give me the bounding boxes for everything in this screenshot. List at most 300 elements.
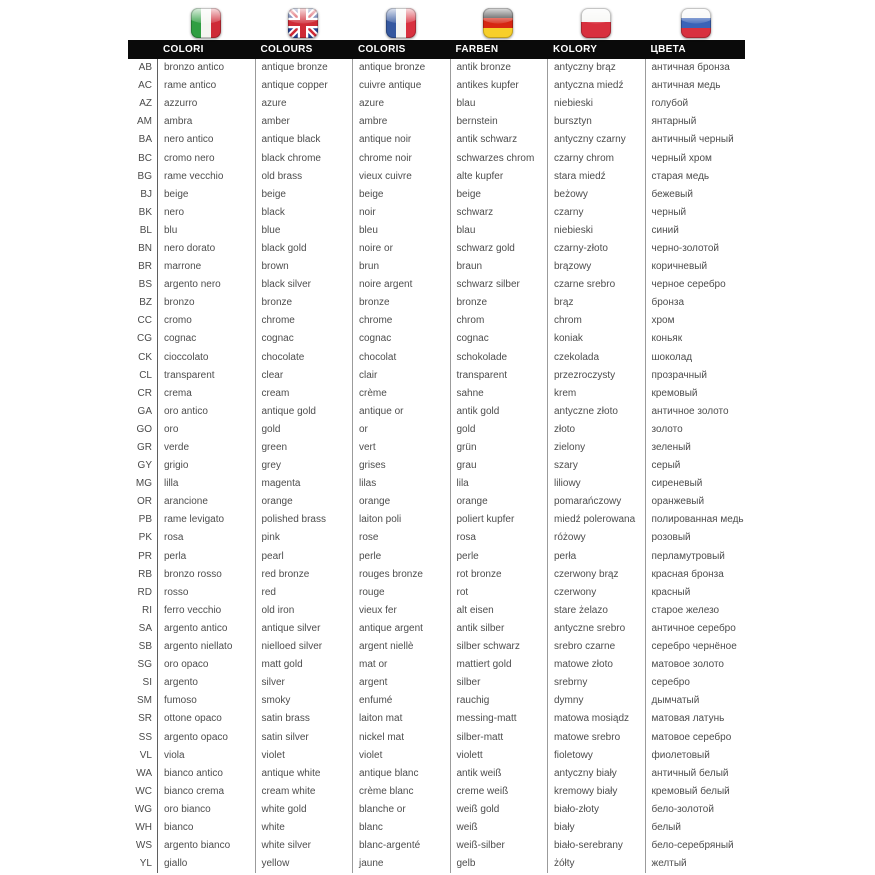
cell-polish: antyczny czarny	[547, 131, 645, 149]
cell-polish: kremowy biały	[547, 783, 645, 801]
cell-italian: argento nero	[157, 276, 255, 294]
cell-french: mat or	[352, 656, 450, 674]
cell-english: pink	[255, 529, 353, 547]
table-row	[128, 149, 745, 167]
row-code: BA	[138, 134, 152, 146]
cell-french: crème blanc	[352, 783, 450, 801]
cell-french: blanc-argenté	[352, 837, 450, 855]
table-row	[128, 710, 745, 728]
cell-italian: cromo nero	[157, 149, 255, 167]
cell-french: antique noir	[352, 131, 450, 149]
table-row	[128, 493, 745, 511]
row-code: CK	[138, 351, 152, 363]
row-code: SB	[138, 641, 152, 653]
row-code: WC	[135, 785, 152, 797]
cell-russian: прозрачный	[645, 367, 747, 385]
cell-french: bleu	[352, 222, 450, 240]
cell-italian: argento antico	[157, 620, 255, 638]
table-row	[128, 837, 745, 855]
cell-french: laiton mat	[352, 710, 450, 728]
cell-polish: czerwony	[547, 584, 645, 602]
cell-italian: giallo	[157, 855, 255, 873]
cell-german: antik silber	[450, 620, 548, 638]
cell-german: silber	[450, 674, 548, 692]
cell-russian: черное серебро	[645, 276, 747, 294]
flags-row	[128, 0, 745, 40]
cell-english: black gold	[255, 240, 353, 258]
table-body	[128, 59, 745, 873]
cell-english: beige	[255, 186, 353, 204]
table-row	[128, 728, 745, 746]
table-row	[128, 204, 745, 222]
cell-russian: голубой	[645, 95, 747, 113]
cell-english: blue	[255, 222, 353, 240]
flag-italy-icon	[157, 0, 255, 38]
header-colours: COLOURS	[260, 44, 313, 55]
cell-english: old brass	[255, 168, 353, 186]
cell-russian: старое железо	[645, 602, 747, 620]
cell-english: antique silver	[255, 620, 353, 638]
table-row	[128, 276, 745, 294]
cell-french: chrome	[352, 312, 450, 330]
table-row	[128, 801, 745, 819]
flag-united-kingdom-icon	[255, 0, 353, 38]
table-row	[128, 95, 745, 113]
cell-polish: antyczny brąz	[547, 59, 645, 77]
row-code: SG	[137, 659, 152, 671]
header-coloris: COLORIS	[358, 44, 406, 55]
cell-italian: grigio	[157, 457, 255, 475]
cell-german: blau	[450, 95, 548, 113]
cell-italian: argento opaco	[157, 728, 255, 746]
cell-russian: желтый	[645, 855, 747, 873]
cell-english: chrome	[255, 312, 353, 330]
cell-french: orange	[352, 493, 450, 511]
cell-polish: matowa mosiądz	[547, 710, 645, 728]
cell-german: gelb	[450, 855, 548, 873]
cell-italian: bronzo antico	[157, 59, 255, 77]
row-code: GY	[137, 460, 152, 472]
cell-polish: niebieski	[547, 95, 645, 113]
header-kolory: KOLORY	[553, 44, 598, 55]
table-row	[128, 584, 745, 602]
cell-french: vieux cuivre	[352, 168, 450, 186]
cell-italian: argento bianco	[157, 837, 255, 855]
cell-italian: blu	[157, 222, 255, 240]
cell-polish: pomarańczowy	[547, 493, 645, 511]
cell-french: laiton poli	[352, 511, 450, 529]
cell-german: grün	[450, 439, 548, 457]
cell-russian: черный хром	[645, 149, 747, 167]
cell-german: schwarz gold	[450, 240, 548, 258]
cell-russian: оранжевый	[645, 493, 747, 511]
cell-italian: oro antico	[157, 403, 255, 421]
cell-polish: miedź polerowana	[547, 511, 645, 529]
row-code: SR	[138, 713, 152, 725]
table-row	[128, 186, 745, 204]
cell-german: weiß	[450, 819, 548, 837]
cell-german: braun	[450, 258, 548, 276]
row-code: SI	[142, 677, 152, 689]
header-cveta: ЦВЕТА	[650, 44, 686, 55]
cell-russian: золото	[645, 421, 747, 439]
cell-russian: полированная медь	[645, 511, 747, 529]
cell-italian: nero	[157, 204, 255, 222]
cell-russian: матовая латунь	[645, 710, 747, 728]
row-code: BJ	[140, 188, 152, 200]
cell-english: satin brass	[255, 710, 353, 728]
cell-italian: bronzo	[157, 294, 255, 312]
row-code: GO	[136, 423, 152, 435]
row-code: AC	[138, 80, 152, 92]
cell-russian: шоколад	[645, 349, 747, 367]
cell-french: lilas	[352, 475, 450, 493]
cell-russian: бело-золотой	[645, 801, 747, 819]
cell-polish: krem	[547, 385, 645, 403]
row-code: PR	[138, 550, 152, 562]
cell-russian: хром	[645, 312, 747, 330]
cell-russian: серебро чернёное	[645, 638, 747, 656]
cell-french: or	[352, 421, 450, 439]
row-code: BK	[138, 206, 152, 218]
cell-russian: розовый	[645, 529, 747, 547]
cell-french: beige	[352, 186, 450, 204]
cell-russian: перламутровый	[645, 548, 747, 566]
table-row	[128, 222, 745, 240]
row-code: PK	[138, 532, 152, 544]
cell-italian: argento	[157, 674, 255, 692]
table-row	[128, 765, 745, 783]
row-code: SA	[138, 622, 152, 634]
cell-polish: perła	[547, 548, 645, 566]
cell-french: noir	[352, 204, 450, 222]
cell-german: blau	[450, 222, 548, 240]
cell-polish: stara miedź	[547, 168, 645, 186]
row-code: BL	[139, 224, 152, 236]
row-code: WG	[134, 803, 152, 815]
cell-german: antik schwarz	[450, 131, 548, 149]
header-colori: COLORI	[163, 44, 204, 55]
table-row	[128, 529, 745, 547]
cell-german: rot bronze	[450, 566, 548, 584]
cell-russian: коньяк	[645, 330, 747, 348]
table-row	[128, 403, 745, 421]
cell-french: argent niellè	[352, 638, 450, 656]
row-code: VL	[139, 749, 152, 761]
cell-english: matt gold	[255, 656, 353, 674]
cell-italian: lilla	[157, 475, 255, 493]
cell-french: enfumé	[352, 692, 450, 710]
cell-russian: матовое золото	[645, 656, 747, 674]
cell-polish: antyczne złoto	[547, 403, 645, 421]
row-code: RI	[142, 604, 152, 616]
cell-polish: chrom	[547, 312, 645, 330]
row-code: CL	[139, 369, 152, 381]
cell-french: grises	[352, 457, 450, 475]
cell-french: chocolat	[352, 349, 450, 367]
row-code: GR	[137, 442, 152, 454]
cell-polish: stare żelazo	[547, 602, 645, 620]
cell-italian: bianco	[157, 819, 255, 837]
cell-english: antique copper	[255, 77, 353, 95]
cell-italian: nero dorato	[157, 240, 255, 258]
cell-french: rose	[352, 529, 450, 547]
cell-italian: cromo	[157, 312, 255, 330]
cell-german: gold	[450, 421, 548, 439]
cell-polish: biało-złoty	[547, 801, 645, 819]
cell-polish: matowe złoto	[547, 656, 645, 674]
flag-poland-icon	[547, 0, 645, 38]
table-row	[128, 674, 745, 692]
table-row	[128, 367, 745, 385]
cell-polish: liliowy	[547, 475, 645, 493]
cell-english: white gold	[255, 801, 353, 819]
cell-english: bronze	[255, 294, 353, 312]
cell-italian: nero antico	[157, 131, 255, 149]
cell-french: nickel mat	[352, 728, 450, 746]
cell-german: lila	[450, 475, 548, 493]
table-row	[128, 59, 745, 77]
cell-french: violet	[352, 747, 450, 765]
cell-italian: bronzo rosso	[157, 566, 255, 584]
cell-italian: bianco antico	[157, 765, 255, 783]
table-header	[128, 40, 745, 59]
cell-polish: fioletowy	[547, 747, 645, 765]
table-row	[128, 131, 745, 149]
cell-polish: brązowy	[547, 258, 645, 276]
cell-french: chrome noir	[352, 149, 450, 167]
row-code: GA	[137, 405, 152, 417]
cell-german: violett	[450, 747, 548, 765]
cell-italian: ottone opaco	[157, 710, 255, 728]
table-row	[128, 620, 745, 638]
cell-italian: rame antico	[157, 77, 255, 95]
cell-english: chocolate	[255, 349, 353, 367]
table-row	[128, 511, 745, 529]
cell-german: alte kupfer	[450, 168, 548, 186]
cell-german: rauchig	[450, 692, 548, 710]
cell-polish: srebrny	[547, 674, 645, 692]
cell-italian: oro	[157, 421, 255, 439]
cell-russian: красная бронза	[645, 566, 747, 584]
cell-italian: argento niellato	[157, 638, 255, 656]
cell-german: antik weiß	[450, 765, 548, 783]
cell-german: weiß gold	[450, 801, 548, 819]
cell-english: pearl	[255, 548, 353, 566]
cell-french: argent	[352, 674, 450, 692]
cell-russian: бежевый	[645, 186, 747, 204]
table-row	[128, 113, 745, 131]
table-row	[128, 312, 745, 330]
row-code: PB	[138, 514, 152, 526]
cell-french: antique blanc	[352, 765, 450, 783]
cell-polish: zielony	[547, 439, 645, 457]
cell-french: clair	[352, 367, 450, 385]
table-row	[128, 855, 745, 873]
cell-russian: серебро	[645, 674, 747, 692]
row-code: BN	[138, 242, 152, 254]
table-row	[128, 258, 745, 276]
cell-english: red	[255, 584, 353, 602]
cell-german: transparent	[450, 367, 548, 385]
cell-russian: синий	[645, 222, 747, 240]
cell-russian: бело-серебряный	[645, 837, 747, 855]
table-row	[128, 439, 745, 457]
row-code: SS	[138, 731, 152, 743]
cell-italian: ambra	[157, 113, 255, 131]
row-code: AM	[137, 116, 152, 128]
cell-german: schwarz	[450, 204, 548, 222]
cell-english: silver	[255, 674, 353, 692]
cell-russian: черно-золотой	[645, 240, 747, 258]
cell-french: vert	[352, 439, 450, 457]
cell-french: blanche or	[352, 801, 450, 819]
row-code: BR	[138, 261, 152, 273]
cell-english: amber	[255, 113, 353, 131]
table-row	[128, 475, 745, 493]
cell-polish: czerwony brąz	[547, 566, 645, 584]
cell-italian: rame levigato	[157, 511, 255, 529]
cell-italian: crema	[157, 385, 255, 403]
cell-russian: красный	[645, 584, 747, 602]
cell-english: grey	[255, 457, 353, 475]
cell-polish: beżowy	[547, 186, 645, 204]
row-code: BG	[137, 170, 152, 182]
row-code: WH	[135, 821, 152, 833]
cell-polish: koniak	[547, 330, 645, 348]
row-code: BS	[138, 279, 152, 291]
cell-german: sahne	[450, 385, 548, 403]
cell-french: blanc	[352, 819, 450, 837]
table-row	[128, 168, 745, 186]
cell-french: antique argent	[352, 620, 450, 638]
cell-italian: oro opaco	[157, 656, 255, 674]
cell-german: rosa	[450, 529, 548, 547]
cell-italian: perla	[157, 548, 255, 566]
table-row	[128, 819, 745, 837]
row-code: AZ	[139, 98, 152, 110]
cell-english: white silver	[255, 837, 353, 855]
cell-english: black silver	[255, 276, 353, 294]
cell-french: noire or	[352, 240, 450, 258]
row-code: WA	[136, 767, 152, 779]
cell-german: poliert kupfer	[450, 511, 548, 529]
cell-russian: матовое серебро	[645, 728, 747, 746]
cell-russian: янтарный	[645, 113, 747, 131]
row-code: RB	[138, 568, 152, 580]
cell-italian: bianco crema	[157, 783, 255, 801]
cell-italian: viola	[157, 747, 255, 765]
cell-polish: różowy	[547, 529, 645, 547]
cell-italian: beige	[157, 186, 255, 204]
cell-italian: rosa	[157, 529, 255, 547]
cell-russian: античная медь	[645, 77, 747, 95]
cell-french: cuivre antique	[352, 77, 450, 95]
cell-german: antik bronze	[450, 59, 548, 77]
cell-russian: дымчатый	[645, 692, 747, 710]
cell-russian: античное серебро	[645, 620, 747, 638]
cell-italian: rame vecchio	[157, 168, 255, 186]
cell-polish: antyczna miedź	[547, 77, 645, 95]
row-code: WS	[135, 840, 152, 852]
cell-russian: античный белый	[645, 765, 747, 783]
cell-french: bronze	[352, 294, 450, 312]
cell-polish: srebro czarne	[547, 638, 645, 656]
flag-germany-icon	[450, 0, 548, 38]
cell-english: yellow	[255, 855, 353, 873]
table-row	[128, 566, 745, 584]
cell-italian: oro bianco	[157, 801, 255, 819]
cell-german: antikes kupfer	[450, 77, 548, 95]
cell-german: alt eisen	[450, 602, 548, 620]
table-row	[128, 294, 745, 312]
row-code: AB	[138, 62, 152, 74]
cell-german: schwarz silber	[450, 276, 548, 294]
cell-french: perle	[352, 548, 450, 566]
flag-russia-icon	[645, 0, 747, 38]
table-row	[128, 457, 745, 475]
cell-english: cream	[255, 385, 353, 403]
cell-german: cognac	[450, 330, 548, 348]
cell-english: cream white	[255, 783, 353, 801]
table-row	[128, 602, 745, 620]
cell-english: gold	[255, 421, 353, 439]
cell-italian: cioccolato	[157, 349, 255, 367]
cell-russian: фиолетовый	[645, 747, 747, 765]
cell-polish: żółty	[547, 855, 645, 873]
cell-french: azure	[352, 95, 450, 113]
cell-english: nielloed silver	[255, 638, 353, 656]
cell-polish: szary	[547, 457, 645, 475]
cell-english: clear	[255, 367, 353, 385]
cell-french: jaune	[352, 855, 450, 873]
cell-german: weiß-silber	[450, 837, 548, 855]
table-row	[128, 240, 745, 258]
cell-german: orange	[450, 493, 548, 511]
cell-english: black	[255, 204, 353, 222]
table-row	[128, 638, 745, 656]
table-row	[128, 747, 745, 765]
cell-french: antique bronze	[352, 59, 450, 77]
cell-german: grau	[450, 457, 548, 475]
cell-english: azure	[255, 95, 353, 113]
cell-russian: черный	[645, 204, 747, 222]
table-row	[128, 77, 745, 95]
row-code: RD	[137, 586, 152, 598]
cell-german: creme weiß	[450, 783, 548, 801]
cell-italian: azzurro	[157, 95, 255, 113]
cell-french: noire argent	[352, 276, 450, 294]
cell-german: schwarzes chrom	[450, 149, 548, 167]
cell-italian: arancione	[157, 493, 255, 511]
row-code: CG	[137, 333, 152, 345]
cell-italian: ferro vecchio	[157, 602, 255, 620]
cell-polish: biało-serebrany	[547, 837, 645, 855]
row-code: CR	[137, 387, 152, 399]
row-code: OR	[137, 496, 152, 508]
cell-german: bernstein	[450, 113, 548, 131]
cell-italian: cognac	[157, 330, 255, 348]
cell-german: beige	[450, 186, 548, 204]
cell-english: black chrome	[255, 149, 353, 167]
cell-german: antik gold	[450, 403, 548, 421]
row-code: MG	[135, 478, 152, 490]
cell-english: white	[255, 819, 353, 837]
cell-polish: matowe srebro	[547, 728, 645, 746]
cell-polish: bursztyn	[547, 113, 645, 131]
cell-italian: fumoso	[157, 692, 255, 710]
cell-english: antique gold	[255, 403, 353, 421]
